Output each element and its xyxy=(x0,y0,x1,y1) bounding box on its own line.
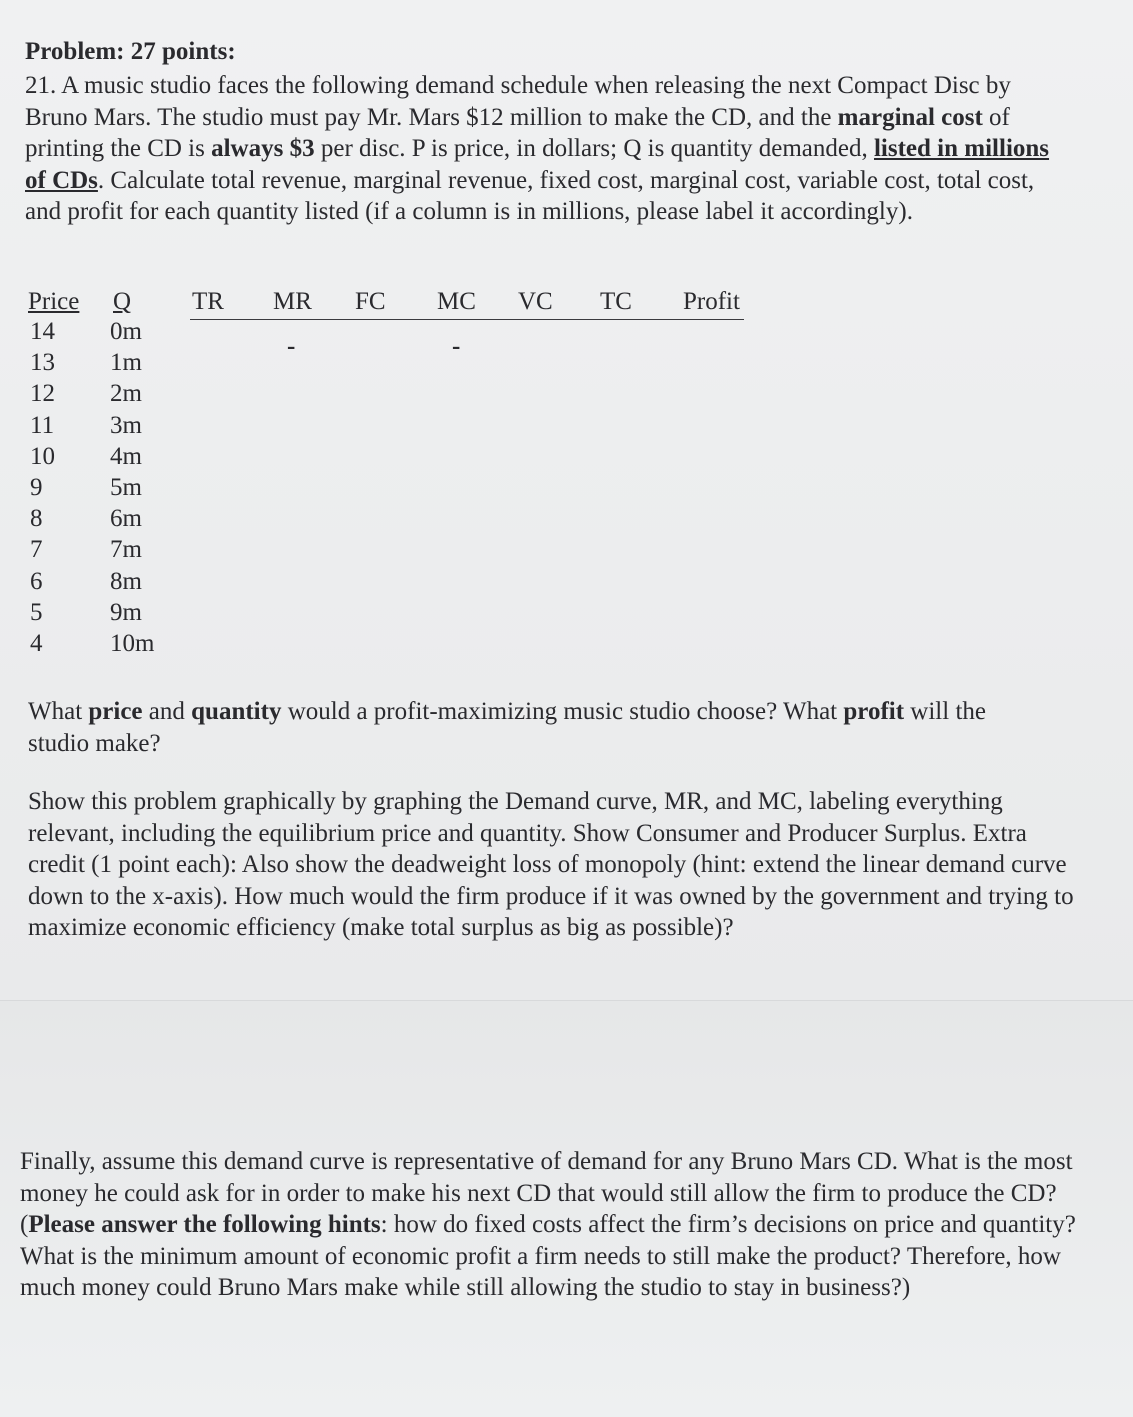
quantity-cell: 5m xyxy=(110,473,142,501)
mc-blank-mark: - xyxy=(452,333,461,360)
quantity-cell: 7m xyxy=(110,536,142,564)
mr-blank-mark: - xyxy=(287,333,296,360)
question-profit-max: What price and quantity would a profit-maximizing music studio choose? What profit will the studio make? xyxy=(28,698,986,757)
header-underline xyxy=(190,319,744,320)
price-cell: 7 xyxy=(30,536,43,564)
price-cell: 5 xyxy=(30,598,43,626)
header-tc: TC xyxy=(600,288,632,315)
header-price: Price xyxy=(28,288,80,315)
header-fc: FC xyxy=(355,288,386,315)
price-cell: 4 xyxy=(30,629,43,657)
price-cell: 10 xyxy=(30,442,55,470)
price-cell: 13 xyxy=(30,349,55,377)
price-cell: 6 xyxy=(30,567,43,595)
header-mc: MC xyxy=(437,288,476,315)
problem-title: Problem: 27 points: xyxy=(25,38,236,65)
price-cell: 11 xyxy=(30,411,55,439)
quantity-cell: 1m xyxy=(110,349,142,377)
quantity-cell: 2m xyxy=(110,380,142,408)
quantity-cell: 3m xyxy=(110,411,142,439)
price-cell: 9 xyxy=(30,473,43,501)
header-vc: VC xyxy=(518,288,553,315)
header-profit: Profit xyxy=(683,288,740,315)
quantity-cell: 9m xyxy=(110,598,142,626)
price-cell: 12 xyxy=(30,380,55,408)
header-mr: MR xyxy=(273,288,312,315)
quantity-cell: 0m xyxy=(110,318,142,345)
quantity-cell: 4m xyxy=(110,442,142,470)
price-cell: 8 xyxy=(30,505,43,533)
header-q: Q xyxy=(113,288,132,315)
quantity-cell: 8m xyxy=(110,567,142,595)
quantity-cell: 10m xyxy=(110,629,155,657)
price-column xyxy=(30,316,55,659)
problem-intro: 21. A music studio faces the following demand schedule when releasing the next Compact Disc by Bruno Mars. The studio must pay Mr. Mars $12 million to make the CD, and the marginal cost of printing the CD is always $3 per disc. P is price, in dollars; Q is quantity demanded, listed in millions of CDs. Calculate total revenue, marginal revenue, fixed cost, marginal cost, variable cost, total cost, and profit for each quantity listed (if a column is in millions, please label it accordingly). xyxy=(25,72,1050,225)
quantity-column xyxy=(110,316,154,659)
question-graph: Show this problem graphically by graphing the Demand curve, MR, and MC, labeling everything relevant, including the equilibrium price and quantity. Show Consumer and Producer Surplus. Extra credit (1 point each): Also show the deadweight loss of monopoly (hint: extend the linear demand curve down to the x-axis). How much would the firm produce if it was owned by the government and trying to maximize economic efficiency (make total surplus as big as possible)? xyxy=(28,788,1074,941)
question-bruno-mars: Finally, assume this demand curve is representative of demand for any Bruno Mars CD. What is the most money he could ask for in order to make his next CD that would still allow the firm to produce the CD? (Please answer the following hints: how do fixed costs affect the firm’s decisions on price and quantity? What is the minimum amount of economic profit a firm needs to still make the product? Therefore, how much money could Bruno Mars make while still allowing the studio to stay in business?) xyxy=(20,1148,1076,1301)
quantity-cell: 6m xyxy=(110,505,142,533)
price-cell: 14 xyxy=(30,318,55,345)
header-tr: TR xyxy=(192,288,224,315)
